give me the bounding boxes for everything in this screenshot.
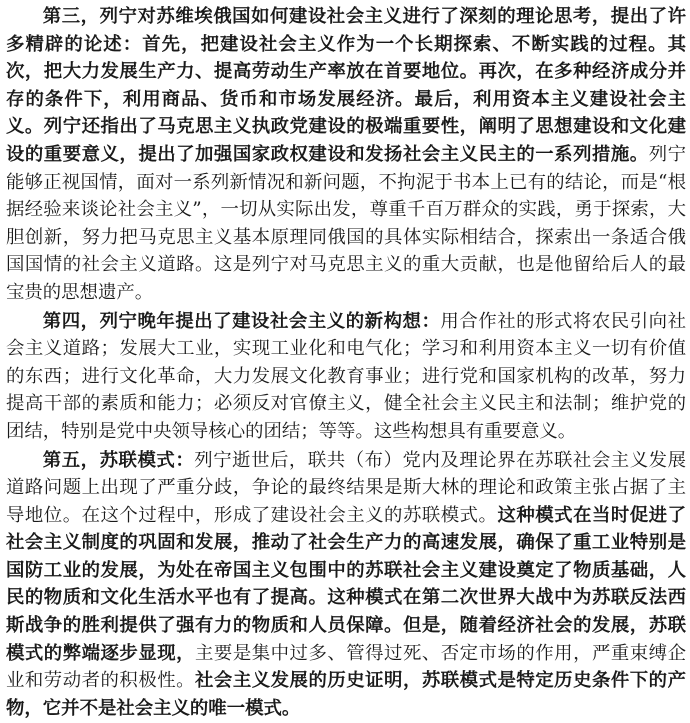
paragraph-fourth: [6, 308, 686, 446]
paragraph-third-regular-text: 列宁能够正视国情，面对一系列新情况和新问题，不拘泥于书本上已有的结论，而是“根据经验来谈论社会主义”，一切从实际出发，尊重千百万群众的实践，勇于探索，大胆创新，努力把马克思主义基本原理同俄国的具体实际相结合，探索出一条适合俄国国情的社会主义道路。这是列宁对马克思主义的重大贡献，也是他留给后人的最宝贵的思想遗产。: [6, 143, 686, 303]
paragraph-third: [6, 3, 686, 307]
paragraph-fourth-bold-text: 第四，列宁晚年提出了建设社会主义的新构想：: [42, 310, 441, 332]
paragraph-fifth-regular-text-1: 列宁逝世后，联共（布）党内及理论界在苏联社会主义发展道路问题上出现了严重分歧，争论的最终结果是斯大林的理论和政策主张占据了主导地位。在这个过程中，形成了建设社会主义的苏联模式。: [6, 449, 686, 526]
paragraph-fifth-regular-text-2: 主要是集中过多、管得过死、否定市场的作用，严重束缚企业和劳动者的积极性。: [6, 642, 686, 692]
paragraph-third-bold-text: 第三，列宁对苏维埃俄国如何建设社会主义进行了深刻的理论思考，提出了许多精辟的论述：首先，把建设社会主义作为一个长期探索、不断实践的过程。其次，把大力发展生产力、提高劳动生产率放在首要地位。再次，在多种经济成分并存的条件下，利用商品、货币和市场发展经济。最后，利用资本主义建设社会主义。列宁还指出了马克思主义执政党建设的极端重要性，阐明了思想建设和文化建设的重要意义，提出了加强国家政权建设和发扬社会主义民主的一系列措施。: [6, 6, 686, 165]
document-page: [6, 3, 686, 723]
paragraph-fifth-bold-text-2: 社会主义发展的历史证明，苏联模式是特定历史条件下的产物，它并不是社会主义的唯一模式。: [6, 670, 686, 719]
paragraph-fifth: [6, 447, 686, 723]
paragraph-fifth-bold-text-1: 这种模式在当时促进了社会主义制度的巩固和发展，推动了社会生产力的高速发展，确保了重工业特别是国防工业的发展，为处在帝国主义包围中的苏联社会主义建设奠定了物质基础，人民的物质和文化生活水平也有了提高。这种模式在第二次世界大战中为苏联反法西斯战争的胜利提供了强有力的物质和人员保障。但是，随着经济社会的发展，苏联模式的弊端逐步显现，: [6, 504, 686, 664]
paragraph-fourth-regular-text: 用合作社的形式将农民引向社会主义道路；发展大工业，实现工业化和电气化；学习和利用资本主义一切有价值的东西；进行文化革命，大力发展文化教育事业；进行党和国家机构的改革，努力提高干部的素质和能力；必须反对官僚主义，健全社会主义民主和法制；维护党的团结，特别是党中央领导核心的团结；等等。这些构想具有重要意义。: [6, 310, 686, 442]
paragraph-fifth-bold-heading: 第五，苏联模式：: [42, 449, 195, 471]
